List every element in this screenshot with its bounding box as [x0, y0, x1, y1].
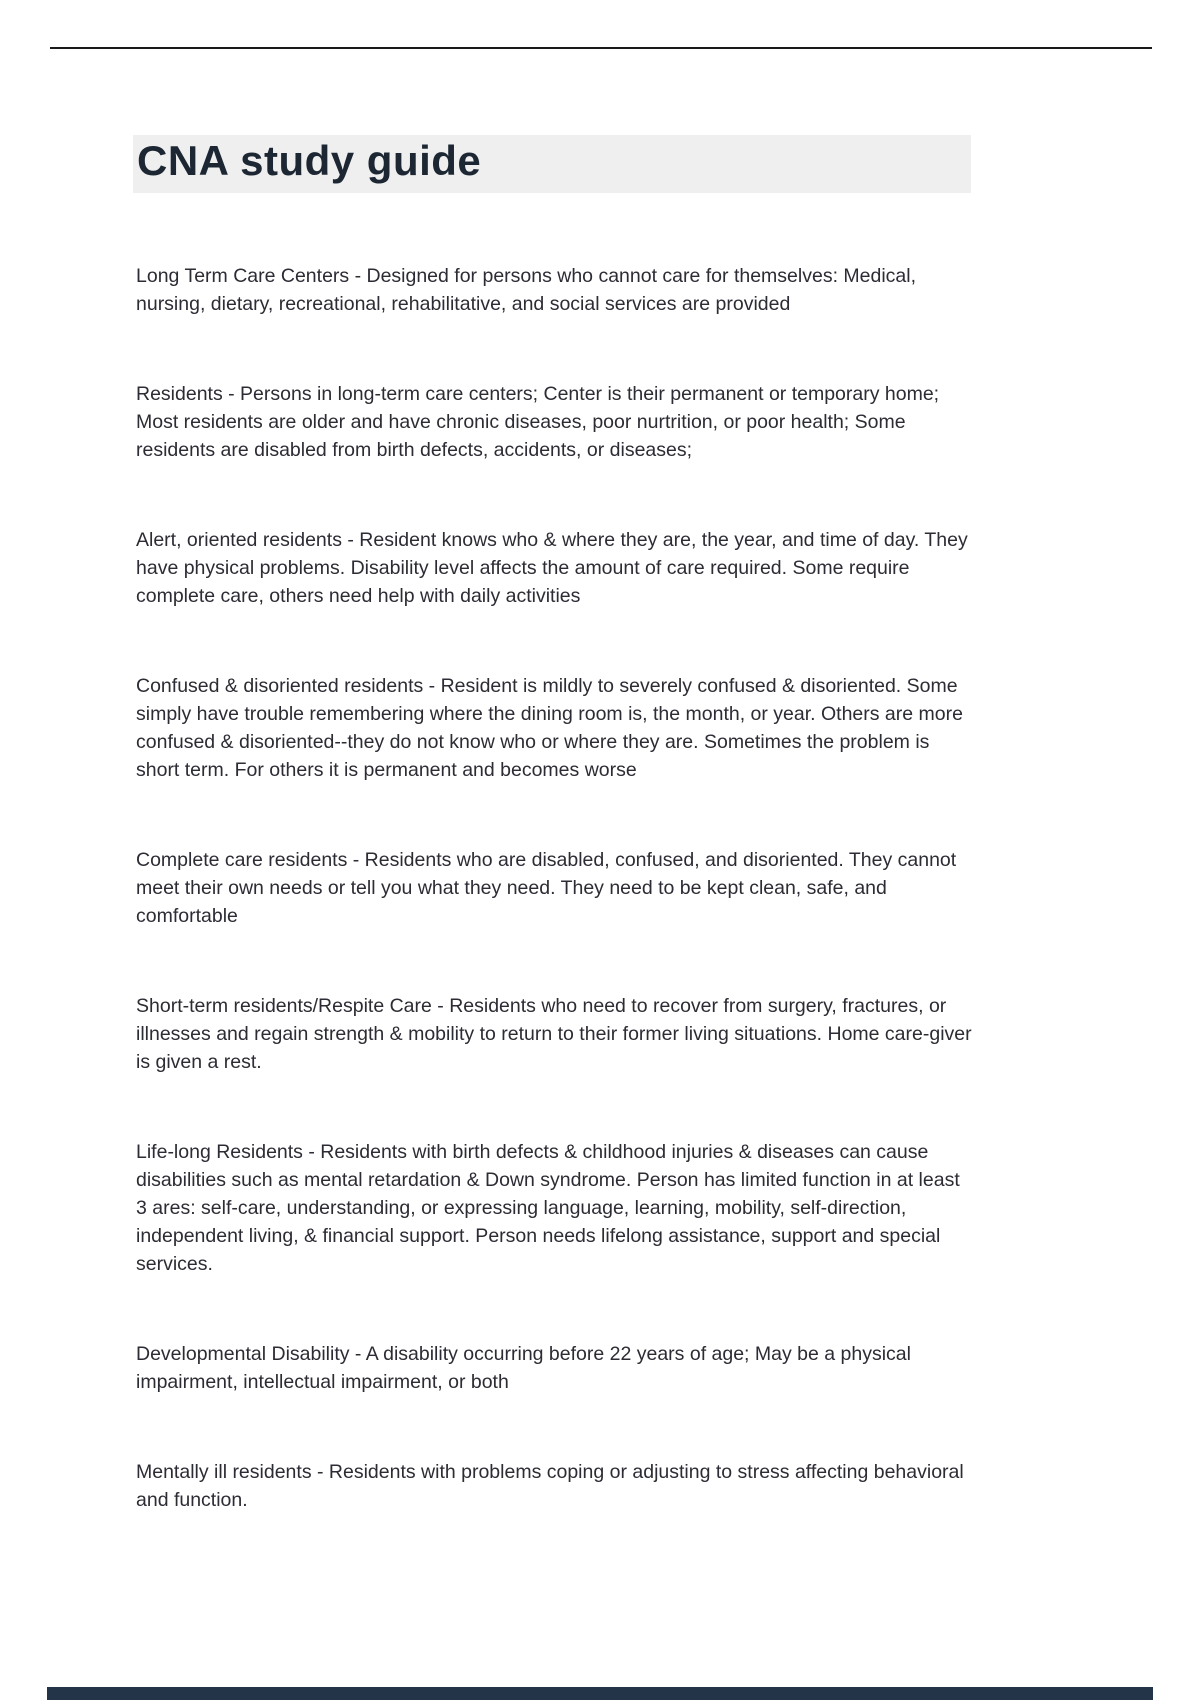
- title-highlight-bar: [133, 135, 971, 193]
- definition-paragraph: Life-long Residents - Residents with birth defects & childhood injuries & diseases can cause disabilities such as mental retardation & Down syndrome. Person has limited function in at least 3 ares: self-care, understanding, or expressing language, learning, mobility, self-direction, independent living, & financial support. Person needs lifelong assistance, support and special services.: [136, 1141, 960, 1275]
- definition-paragraph: Mentally ill residents - Residents with problems coping or adjusting to stress affecting behavioral and function.: [136, 1461, 964, 1511]
- top-divider: [50, 47, 1152, 49]
- page-title: CNA study guide: [137, 137, 482, 184]
- definition-paragraph: Residents - Persons in long-term care centers; Center is their permanent or temporary home; Most residents are older and have chronic diseases, poor nurtrition, or poor health; Some residents are disabled from birth defects, accidents, or diseases;: [136, 383, 940, 461]
- study-guide-content: [136, 262, 972, 1576]
- definition-paragraph: Developmental Disability - A disability occurring before 22 years of age; May be a physical impairment, intellectual impairment, or both: [136, 1343, 911, 1393]
- definition-paragraph: Long Term Care Centers - Designed for persons who cannot care for themselves: Medical, nursing, dietary, recreational, rehabilitative, and social services are provided: [136, 265, 917, 315]
- definition-paragraph: Complete care residents - Residents who are disabled, confused, and disoriented. They cannot meet their own needs or tell you what they need. They need to be kept clean, safe, and comfortable: [136, 849, 957, 927]
- footer-bar: [47, 1687, 1153, 1700]
- definition-paragraph: Alert, oriented residents - Resident knows who & where they are, the year, and time of day. They have physical problems. Disability level affects the amount of care required. Some require complete care, others need help with daily activities: [136, 529, 968, 607]
- definition-paragraph: Short-term residents/Respite Care - Residents who need to recover from surgery, fractures, or illnesses and regain strength & mobility to return to their former living situations. Home care-giver is given a rest.: [136, 995, 972, 1073]
- definition-paragraph: Confused & disoriented residents - Resident is mildly to severely confused & disoriented. Some simply have trouble remembering where the dining room is, the month, or year. Others are more confused & disoriented--they do not know who or where they are. Sometimes the problem is short term. For others it is permanent and becomes worse: [136, 675, 963, 781]
